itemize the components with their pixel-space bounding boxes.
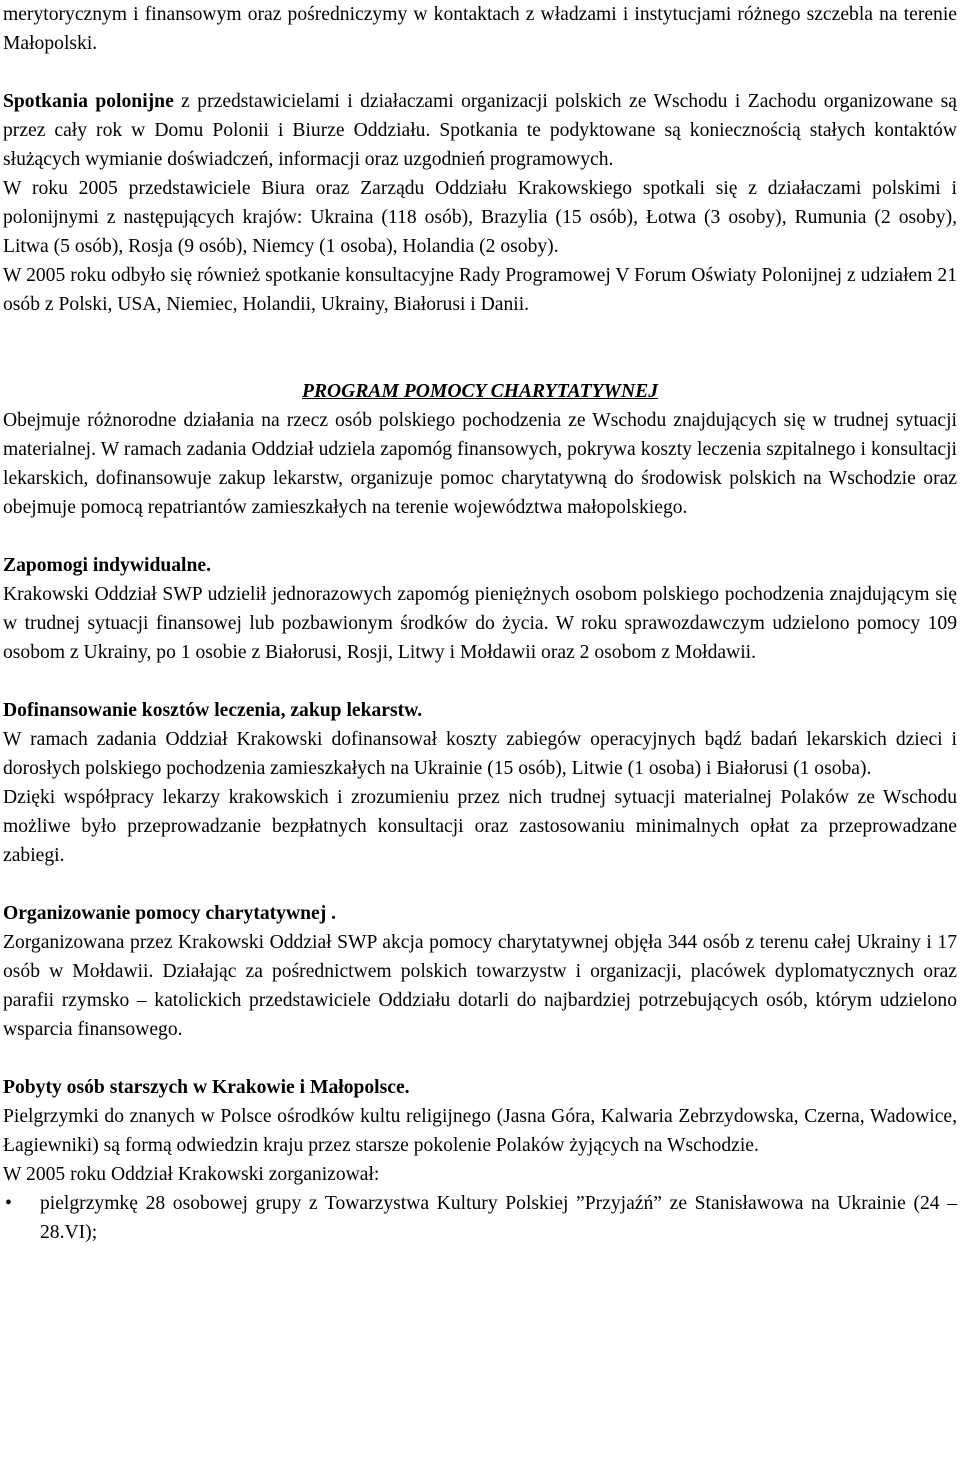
- paragraph-charity-program: Obejmuje różnorodne działania na rzecz osób polskiego pochodzenia ze Wschodu znajdujących się w trudnej sytuacji materialnej. W ramach zadania Oddział udziela zapomóg finansowych, pokrywa koszty leczenia szpitalnego i konsultacji lekarskich, dofinansowuje zakup lekarstw, organizuje pomoc charytatywną do środowisk polskich na Wschodzie oraz obejmuje pomocą repatriantów zamieszkałych na terenie województwa małopolskiego.: [3, 410, 957, 518]
- paragraph-text: z przedstawicielami i działaczami organizacji polskich ze Wschodu i Zachodu organizowane są przez cały rok w Domu Polonii i Biurze Oddziału. Spotkania te podyktowane są koniecznością stałych kontaktów służących wymianie doświadczeń, informacji oraz uzgodnień programowych.: [3, 91, 957, 170]
- paragraph-consultation-meeting: W 2005 roku odbyło się również spotkanie konsultacyjne Rady Programowej V Forum Oświaty Polonijnej z udziałem 21 osób z Polski, USA, Niemiec, Holandii, Ukrainy, Białorusi i Danii.: [3, 265, 957, 315]
- paragraph-individual-aid: Krakowski Oddział SWP udzielił jednorazowych zapomóg pieniężnych osobom polskiego pochodzenia znajdującym się w trudnej sytuacji finansowej lub pozbawionym środków do życia. W roku sprawozdawczym udzielono pomocy 109 osobom z Ukrainy, po 1 osobie z Białorusi, Rosji, Litwy i Mołdawii oraz 2 osobom z Mołdawii.: [3, 584, 957, 663]
- bullet-list: [3, 1189, 957, 1247]
- subheading-charity-organization: Organizowanie pomocy charytatywnej .: [3, 903, 337, 924]
- list-item-text: pielgrzymkę 28 osobowej grupy z Towarzystwa Kultury Polskiej ”Przyjaźń” ze Stanisławowa na Ukrainie (24 – 28.VI);: [40, 1193, 957, 1243]
- bold-lead-text: Spotkania polonijne: [3, 91, 174, 112]
- subheading-medical-costs: Dofinansowanie kosztów leczenia, zakup lekarstw.: [3, 700, 423, 721]
- paragraph-organized-list-intro: W 2005 roku Oddział Krakowski zorganizował:: [3, 1164, 380, 1185]
- spacer: [3, 58, 957, 87]
- paragraph-charity-organization: Zorganizowana przez Krakowski Oddział SWP akcja pomocy charytatywnej objęła 344 osób z terenu całej Ukrainy i 17 osób w Mołdawii. Działając za pośrednictwem polskich towarzystw i organizacji, placówek dyplomatycznych oraz parafii rzymsko – katolickich przedstawiciele Oddziału dotarli do najbardziej potrzebujących osób, którym udzielono wsparcia finansowego.: [3, 932, 957, 1040]
- paragraph-doctors-cooperation: Dzięki współpracy lekarzy krakowskich i zrozumieniu przez nich trudnej sytuacji materialnej Polaków ze Wschodu możliwe było przeprowadzanie bezpłatnych konsultacji oraz zastosowaniu minimalnych opłat za przeprowadzane zabiegi.: [3, 787, 957, 866]
- paragraph-intro-continuation: merytorycznym i finansowym oraz pośredniczymy w kontaktach z władzami i instytucjami różnego szczebla na terenie Małopolski.: [3, 4, 957, 54]
- paragraph-pilgrimages: Pielgrzymki do znanych w Polsce ośrodków kultu religijnego (Jasna Góra, Kalwaria Zebrzydowska, Czerna, Wadowice, Łagiewniki) są formą odwiedzin kraju przez starsze pokolenie Polaków żyjących na Wschodzie.: [3, 1106, 957, 1156]
- subheading-individual-aid: Zapomogi indywidualne.: [3, 555, 211, 576]
- subheading-elderly-stays: Pobyty osób starszych w Krakowie i Małopolsce.: [3, 1077, 410, 1098]
- paragraph-2005-meetings: W roku 2005 przedstawiciele Biura oraz Zarządu Oddziału Krakowskiego spotkali się z działaczami polskimi i polonijnymi z następujących krajów: Ukraina (118 osób), Brazylia (15 osób), Łotwa (3 osoby), Rumunia (2 osoby), Litwa (5 osób), Rosja (9 osób), Niemcy (1 osoba), Holandia (2 osoby).: [3, 178, 957, 257]
- spacer: [3, 319, 957, 377]
- spacer: [3, 1044, 957, 1073]
- paragraph-polonia-meetings: [3, 87, 957, 174]
- section-title: PROGRAM POMOCY CHARYTATYWNEJ: [301, 381, 658, 402]
- paragraph-medical-costs: W ramach zadania Oddział Krakowski dofinansował koszty zabiegów operacyjnych bądź badań lekarskich dzieci i dorosłych polskiego pochodzenia zamieszkałych na Ukrainie (15 osób), Litwie (1 osoba) i Białorusi (1 osoba).: [3, 729, 957, 779]
- spacer: [3, 522, 957, 551]
- list-item: [3, 1189, 957, 1247]
- spacer: [3, 870, 957, 899]
- bullet-icon: •: [5, 1193, 12, 1214]
- spacer: [3, 667, 957, 696]
